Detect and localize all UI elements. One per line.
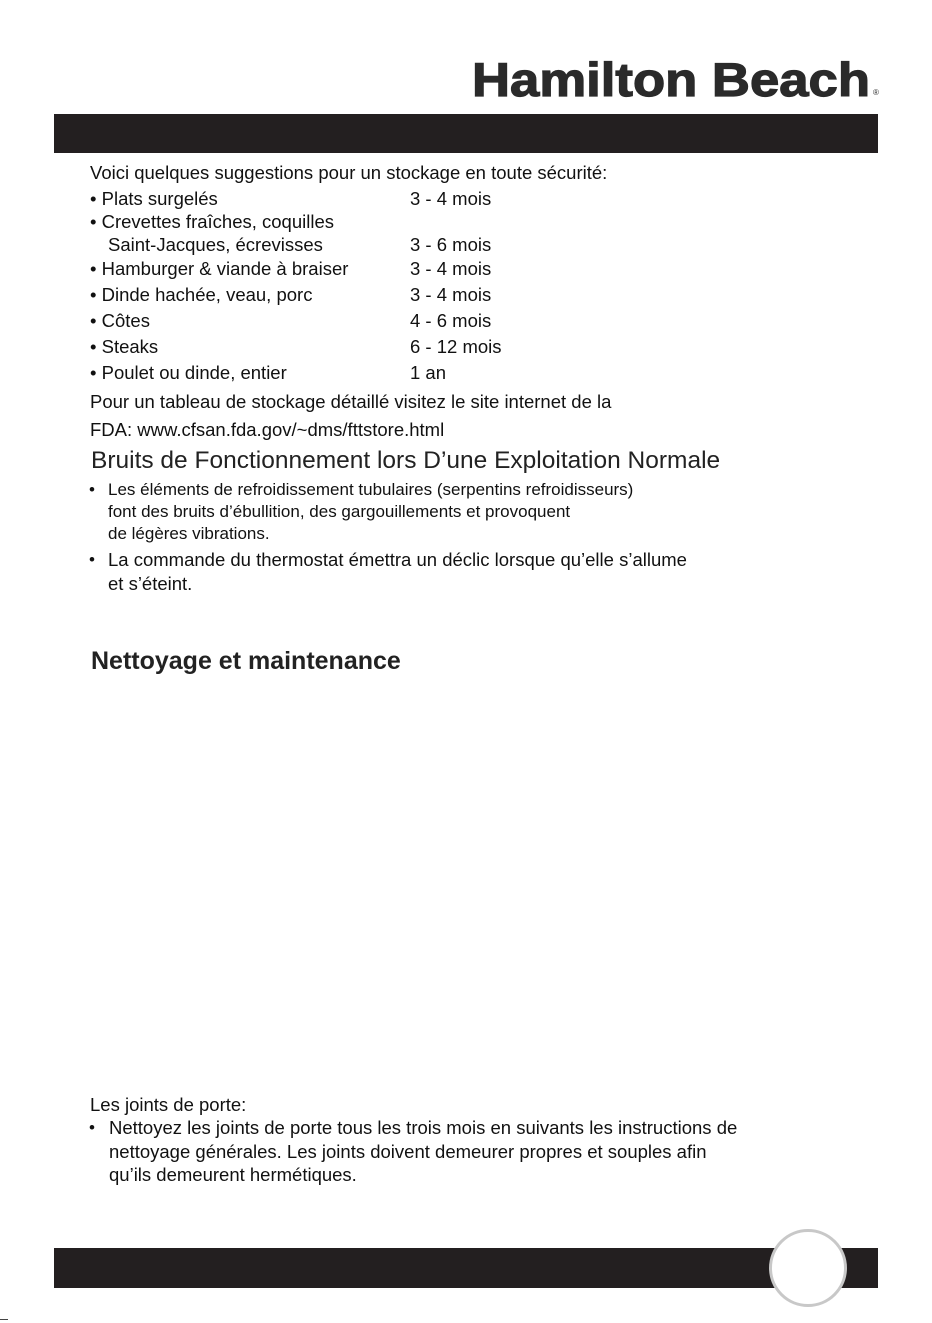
storage-item: Saint-Jacques, écrevisses bbox=[108, 234, 323, 255]
storage-item: • Crevettes fraîches, coquilles bbox=[90, 211, 334, 232]
storage-row bbox=[90, 233, 650, 257]
storage-row bbox=[90, 257, 650, 281]
storage-item: • Dinde hachée, veau, porc bbox=[90, 284, 313, 305]
bullet-dot: • bbox=[89, 1118, 95, 1137]
bullet-dot: • bbox=[89, 550, 95, 569]
crop-mark bbox=[0, 1319, 8, 1320]
cleaning-heading: Nettoyage et maintenance bbox=[91, 647, 401, 675]
storage-row bbox=[90, 283, 650, 307]
header-bar bbox=[54, 114, 878, 153]
storage-duration: 3 - 4 mois bbox=[410, 188, 492, 209]
storage-duration: 6 - 12 mois bbox=[410, 336, 502, 357]
storage-duration: 4 - 6 mois bbox=[410, 310, 492, 331]
fda-link-text: FDA: www.cfsan.fda.gov/~dms/fttstore.html bbox=[90, 419, 445, 440]
storage-intro: Voici quelques suggestions pour un stockage en toute sécurité: bbox=[90, 162, 608, 183]
storage-row bbox=[90, 335, 650, 359]
bullet-dot: • bbox=[89, 480, 95, 499]
storage-duration: 3 - 4 mois bbox=[410, 258, 492, 279]
storage-item: • Steaks bbox=[90, 336, 159, 357]
storage-duration: 3 - 6 mois bbox=[410, 234, 492, 255]
noises-bullet-text: de légères vibrations. bbox=[108, 524, 270, 543]
noises-bullet-text: Les éléments de refroidissement tubulaires (serpentins refroidisseurs) bbox=[108, 480, 634, 499]
page-number-circle bbox=[769, 1229, 847, 1307]
registered-mark: ® bbox=[873, 88, 879, 97]
storage-row bbox=[90, 187, 650, 211]
storage-duration: 1 an bbox=[410, 362, 447, 383]
noises-bullet-text: et s’éteint. bbox=[108, 573, 193, 594]
storage-duration: 3 - 4 mois bbox=[410, 284, 492, 305]
door-seals-text: Nettoyez les joints de porte tous les trois mois en suivants les instructions de bbox=[109, 1117, 738, 1138]
door-seals-title: Les joints de porte: bbox=[90, 1094, 247, 1115]
logo-wordmark: Hamilton Beach bbox=[472, 54, 870, 104]
storage-footer-text: Pour un tableau de stockage détaillé visitez le site internet de la bbox=[90, 391, 612, 412]
noises-heading: Bruits de Fonctionnement lors D’une Exploitation Normale bbox=[91, 447, 721, 474]
noises-bullet-text: font des bruits d’ébullition, des gargouillements et provoquent bbox=[108, 502, 571, 521]
door-seals-text: nettoyage générales. Les joints doivent demeurer propres et souples afin bbox=[109, 1141, 707, 1162]
storage-item: • Hamburger & viande à braiser bbox=[90, 258, 349, 279]
storage-row bbox=[90, 309, 650, 333]
storage-item: • Poulet ou dinde, entier bbox=[90, 362, 287, 383]
storage-row bbox=[90, 210, 650, 234]
noises-bullet-text: La commande du thermostat émettra un déclic lorsque qu’elle s’allume bbox=[108, 549, 687, 570]
hamilton-beach-logo bbox=[472, 54, 882, 104]
storage-row bbox=[90, 361, 650, 385]
door-seals-text: qu’ils demeurent hermétiques. bbox=[109, 1164, 357, 1185]
footer-bar bbox=[54, 1248, 878, 1288]
storage-item: • Côtes bbox=[90, 310, 150, 331]
storage-item: • Plats surgelés bbox=[90, 188, 218, 209]
